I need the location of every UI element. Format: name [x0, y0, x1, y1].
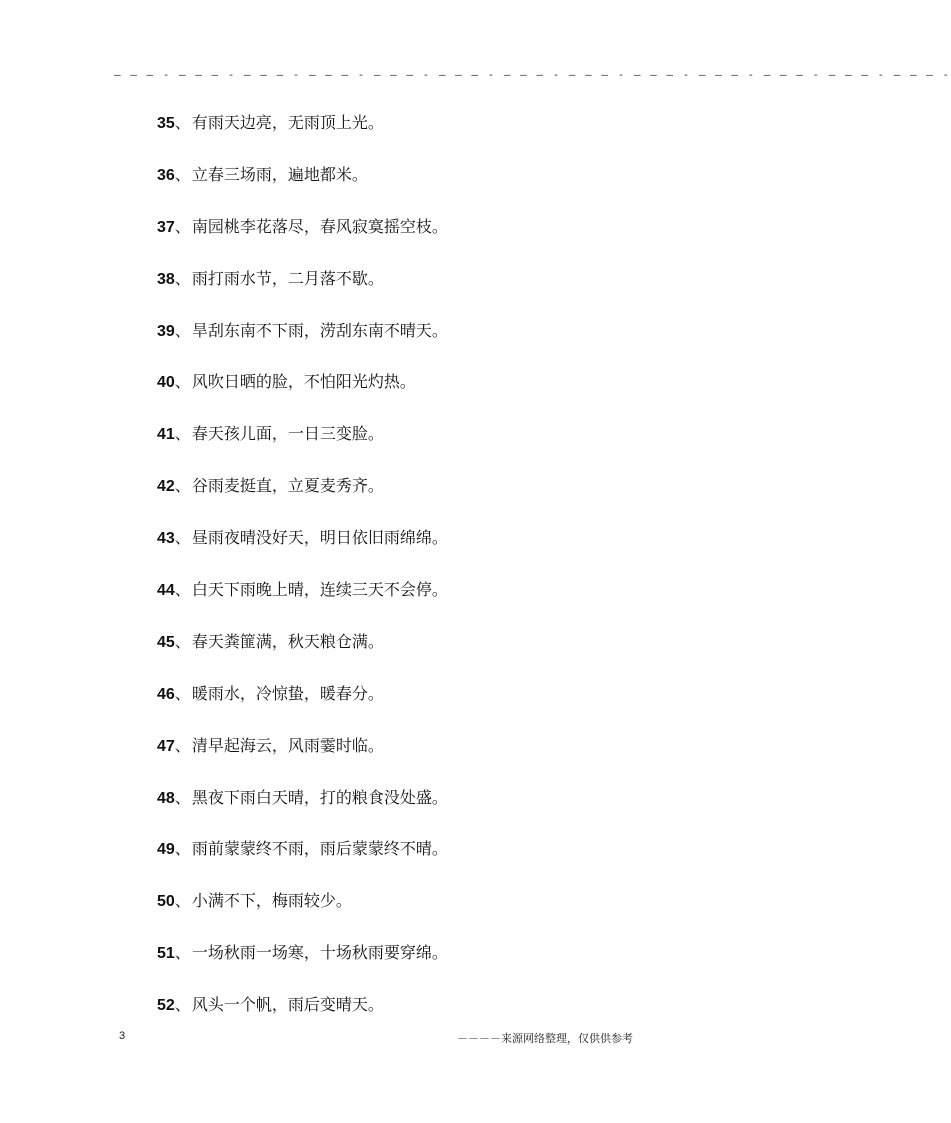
page-number: 3 [119, 1030, 126, 1042]
proverb-text: 暖雨水，冷惊蛰，暖春分。 [191, 683, 384, 703]
proverb-text: 风头一个帆，雨后变晴天。 [191, 995, 384, 1015]
proverb-text: 立春三场雨，遍地都米。 [191, 164, 368, 184]
list-item [157, 992, 448, 1044]
item-number: 47 [157, 737, 175, 755]
list-item [157, 318, 448, 370]
proverb-list [157, 110, 448, 1044]
footer-source-note: －－－－来源网络整理，仅供供参考 [457, 1032, 633, 1045]
item-separator: 、 [174, 891, 191, 911]
proverb-text: 雨打雨水节，二月落不歇。 [191, 268, 384, 288]
item-separator: 、 [174, 424, 191, 444]
item-separator: 、 [174, 943, 191, 963]
item-number: 37 [157, 218, 175, 236]
item-separator: 、 [174, 995, 191, 1015]
item-separator: 、 [174, 268, 191, 288]
list-item [157, 733, 448, 785]
item-number: 45 [157, 633, 175, 651]
list-item [157, 940, 448, 992]
list-item [157, 369, 448, 421]
item-separator: 、 [174, 164, 191, 184]
item-separator: 、 [174, 787, 191, 807]
item-separator: 、 [174, 631, 191, 651]
item-number: 35 [157, 115, 175, 132]
header-dashed-rule: – – – - – – – - – – – - – – – - – – – - – – – - – – – - – – – - – – – - – – – - – – – - – – – - – – – - [114, 68, 951, 81]
proverb-text: 黑夜下雨白天晴，打的粮食没处盛。 [191, 787, 448, 807]
item-separator: 、 [174, 216, 191, 236]
item-number: 44 [157, 582, 175, 600]
item-number: 46 [157, 685, 175, 703]
list-item [157, 473, 448, 525]
item-separator: 、 [174, 683, 191, 703]
item-number: 40 [157, 374, 175, 392]
item-number: 52 [157, 997, 175, 1015]
proverb-text: 小满不下，梅雨较少。 [191, 891, 352, 911]
proverb-text: 一场秋雨一场寒，十场秋雨要穿绵。 [191, 943, 448, 963]
item-number: 49 [157, 841, 175, 859]
list-item [157, 421, 448, 473]
list-item [157, 577, 448, 629]
proverb-text: 白天下雨晚上晴，连续三天不会停。 [191, 580, 448, 600]
item-number: 43 [157, 530, 175, 548]
item-separator: 、 [174, 476, 191, 496]
proverb-text: 风吹日晒的脸，不怕阳光灼热。 [191, 372, 416, 392]
list-item [157, 681, 448, 733]
proverb-text: 旱刮东南不下雨，涝刮东南不晴天。 [191, 320, 448, 340]
item-number: 41 [157, 426, 175, 444]
item-separator: 、 [174, 528, 191, 548]
list-item [157, 836, 448, 888]
list-item [157, 785, 448, 837]
item-number: 38 [157, 270, 175, 288]
item-number: 36 [157, 166, 175, 184]
proverb-text: 春天孩儿面，一日三变脸。 [191, 424, 384, 444]
item-separator: 、 [174, 372, 191, 392]
item-separator: 、 [174, 320, 191, 340]
proverb-text: 清早起海云，风雨霎时临。 [191, 735, 384, 755]
list-item [157, 110, 448, 162]
list-item [157, 214, 448, 266]
list-item [157, 162, 448, 214]
list-item [157, 888, 448, 940]
item-separator: 、 [174, 113, 191, 132]
item-number: 42 [157, 478, 175, 496]
item-separator: 、 [174, 839, 191, 859]
item-number: 50 [157, 893, 175, 911]
proverb-text: 南园桃李花落尽，春风寂寞摇空枝。 [191, 216, 448, 236]
list-item [157, 525, 448, 577]
proverb-text: 春天粪篚满，秋天粮仓满。 [191, 631, 384, 651]
item-number: 48 [157, 789, 175, 807]
list-item [157, 629, 448, 681]
item-number: 39 [157, 322, 175, 340]
proverb-text: 谷雨麦挺直，立夏麦秀齐。 [191, 476, 384, 496]
proverb-text: 昼雨夜晴没好天，明日依旧雨绵绵。 [191, 528, 448, 548]
item-separator: 、 [174, 580, 191, 600]
proverb-text: 有雨天边亮，无雨顶上光。 [191, 113, 384, 132]
item-number: 51 [157, 945, 175, 963]
item-separator: 、 [174, 735, 191, 755]
proverb-text: 雨前蒙蒙终不雨，雨后蒙蒙终不晴。 [191, 839, 448, 859]
list-item [157, 266, 448, 318]
